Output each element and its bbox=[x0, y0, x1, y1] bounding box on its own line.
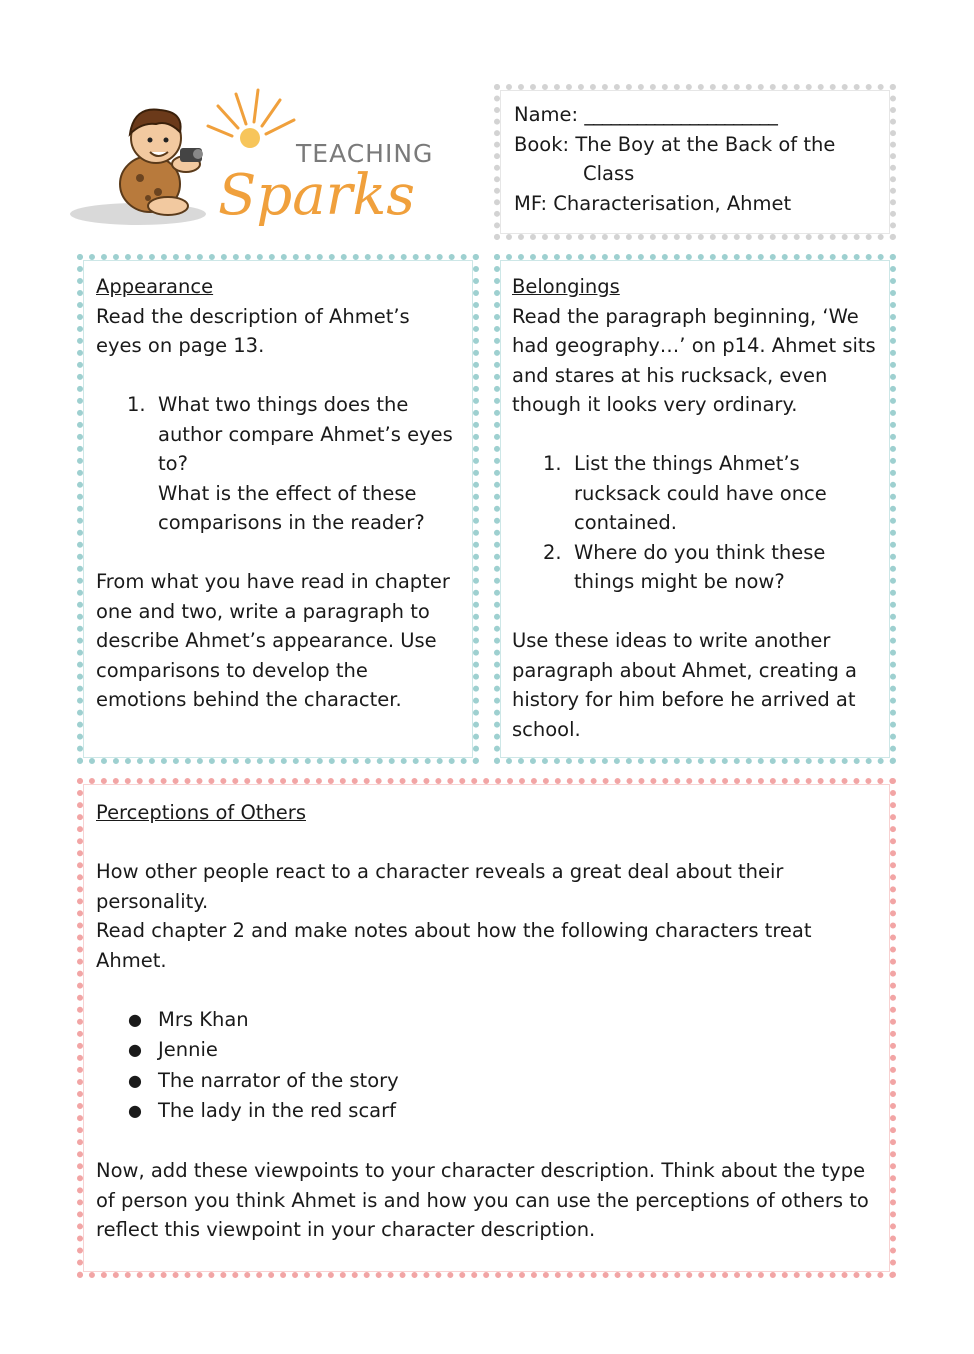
mf-line: MF: Characterisation, Ahmet bbox=[514, 191, 792, 215]
bullet-icon: ● bbox=[128, 1070, 142, 1090]
list-item: ● Jennie bbox=[96, 1035, 870, 1066]
list-item: ● The lady in the red scarf bbox=[96, 1096, 870, 1127]
belongings-intro: Read the paragraph beginning, ‘We had geography…’ on p14. Ahmet sits and stares at his rucksack, even though it looks very ordinary. bbox=[512, 304, 876, 416]
appearance-intro: Read the description of Ahmet’s eyes on page 13. bbox=[96, 304, 410, 357]
list-item: 1. What two things does the author compare Ahmet’s eyes to? What is the effect of these comparisons in the reader? bbox=[127, 393, 453, 534]
list-item: 1. List the things Ahmet’s rucksack could have once contained. bbox=[543, 452, 827, 534]
perceptions-intro-1: How other people react to a character reveals a great deal about their personality. bbox=[96, 860, 784, 913]
belongings-questions bbox=[512, 449, 878, 597]
caveman-logo-icon bbox=[68, 86, 448, 236]
logo-sparks-text: Sparks bbox=[218, 163, 416, 228]
name-line[interactable]: Name: ______________________ bbox=[514, 103, 777, 126]
list-item: 2. Where do you think these things might be now? bbox=[543, 540, 826, 593]
bullet-icon: ● bbox=[128, 1040, 142, 1059]
perceptions-heading: Perceptions of Others bbox=[96, 801, 306, 824]
perceptions-intro-2: Read chapter 2 and make notes about how the following characters treat Ahmet. bbox=[96, 919, 812, 972]
belongings-task: Use these ideas to write another paragraph about Ahmet, creating a history for him before he arrived at school. bbox=[512, 629, 857, 741]
appearance-heading: Appearance bbox=[96, 275, 214, 298]
characters-list bbox=[96, 1005, 870, 1127]
list-item: ● Mrs Khan bbox=[96, 1005, 870, 1036]
appearance-questions bbox=[96, 390, 461, 538]
book-line-cont: Class bbox=[583, 162, 635, 185]
bullet-icon: ● bbox=[128, 1101, 142, 1120]
bullet-icon: ● bbox=[128, 1009, 142, 1029]
appearance-task: From what you have read in chapter one and two, write a paragraph to describe Ahmet’s appearance. Use comparisons to develop the emotions behind the character. bbox=[96, 570, 450, 711]
belongings-heading: Belongings bbox=[512, 275, 620, 298]
belongings-box bbox=[494, 254, 896, 764]
book-line: Book: The Boy at the Back of the bbox=[514, 132, 836, 156]
perceptions-task: Now, add these viewpoints to your character description. Think about the type of person you think Ahmet is and how you can use the perceptions of others to reflect this viewpoint in your character description. bbox=[96, 1159, 869, 1241]
perceptions-box bbox=[77, 778, 896, 1278]
logo-teaching-text: TEACHING bbox=[296, 139, 434, 168]
student-info-box bbox=[494, 84, 896, 240]
logo bbox=[68, 86, 448, 236]
appearance-box bbox=[77, 254, 479, 764]
list-item: ● The narrator of the story bbox=[96, 1066, 870, 1097]
